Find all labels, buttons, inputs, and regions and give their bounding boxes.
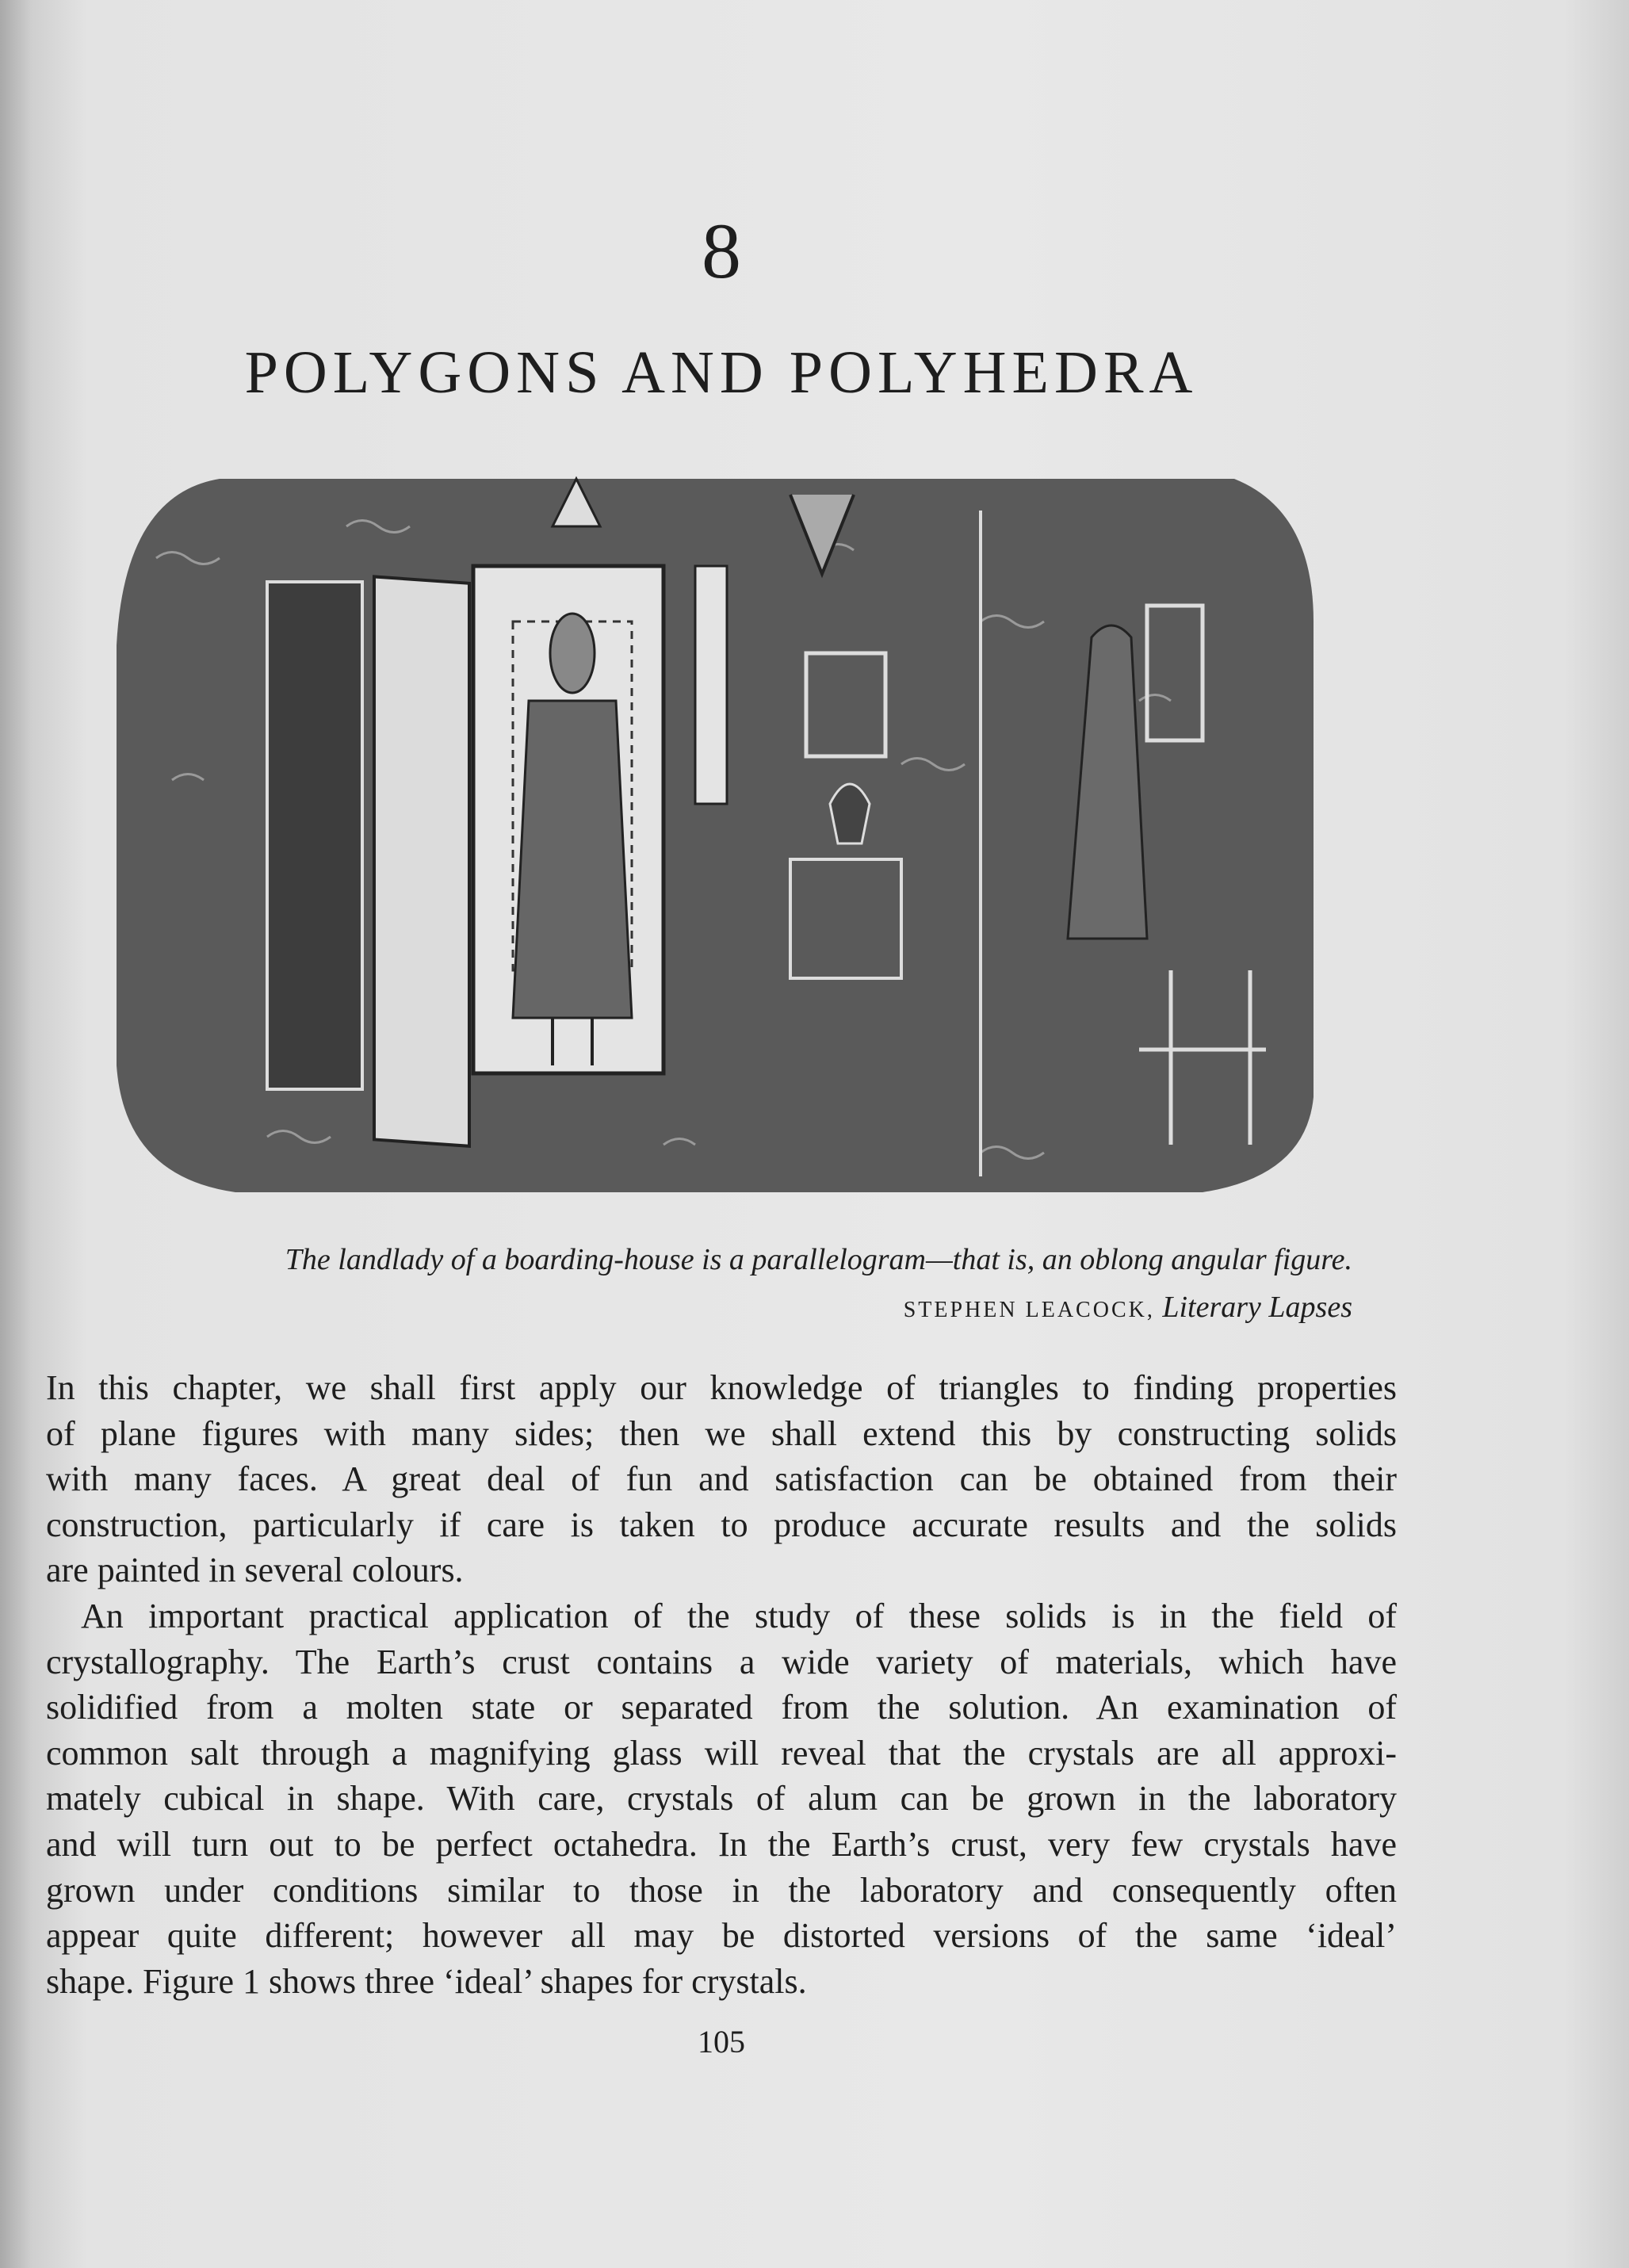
page-number: 105 [698,2024,745,2060]
text-line: with many faces. A great deal of fun and satisfaction can be obtained from their [46,1459,1397,1499]
epigraph-quote: The landlady of a boarding-house is a parallelogram—that is, an oblong angular figure. [285,1243,1352,1276]
text-line: An important practical application of the study of these solids is in the field of [81,1596,1397,1635]
text-line: construction, particularly if care is taken to produce accurate results and the solids [46,1505,1397,1544]
text-line: mately cubical in shape. With care, crystals of alum can be grown in the laboratory [46,1779,1397,1819]
body-text [46,1365,1397,2004]
hallway-illustration [109,463,1332,1208]
text-line: appear quite different; however all may be distorted versions of the same ‘ideal’ [46,1916,1397,1956]
paragraph [46,1593,1397,2004]
text-line: grown under conditions similar to those in the laboratory and consequently often [46,1870,1397,1910]
paragraph [46,1365,1397,1593]
text-line: shape. Figure 1 shows three ‘ideal’ shapes for crystals. [46,1961,807,2001]
text-line: solidified from a molten state or separated from the solution. An examination of [46,1688,1397,1727]
epigraph-work: Literary Lapses [1162,1291,1352,1324]
text-line: In this chapter, we shall first apply our knowledge of triangles to finding properties [46,1368,1397,1407]
text-line: crystallography. The Earth’s crust contains a wide variety of materials, which have [46,1642,1397,1681]
chapter-title: POLYGONS AND POLYHEDRA [244,339,1199,406]
epigraph-author: STEPHEN LEACOCK, [903,1298,1155,1322]
text-line: of plane figures with many sides; then we shall extend this by constructing solids [46,1413,1397,1453]
chapter-number: 8 [702,207,741,295]
text-line: and will turn out to be perfect octahedra. In the Earth’s crust, very few crystals have [46,1824,1397,1864]
text-line: are painted in several colours. [46,1551,464,1590]
text-line: common salt through a magnifying glass will reveal that the crystals are all approxi- [46,1733,1397,1773]
epigraph-attribution [90,1288,1352,1329]
